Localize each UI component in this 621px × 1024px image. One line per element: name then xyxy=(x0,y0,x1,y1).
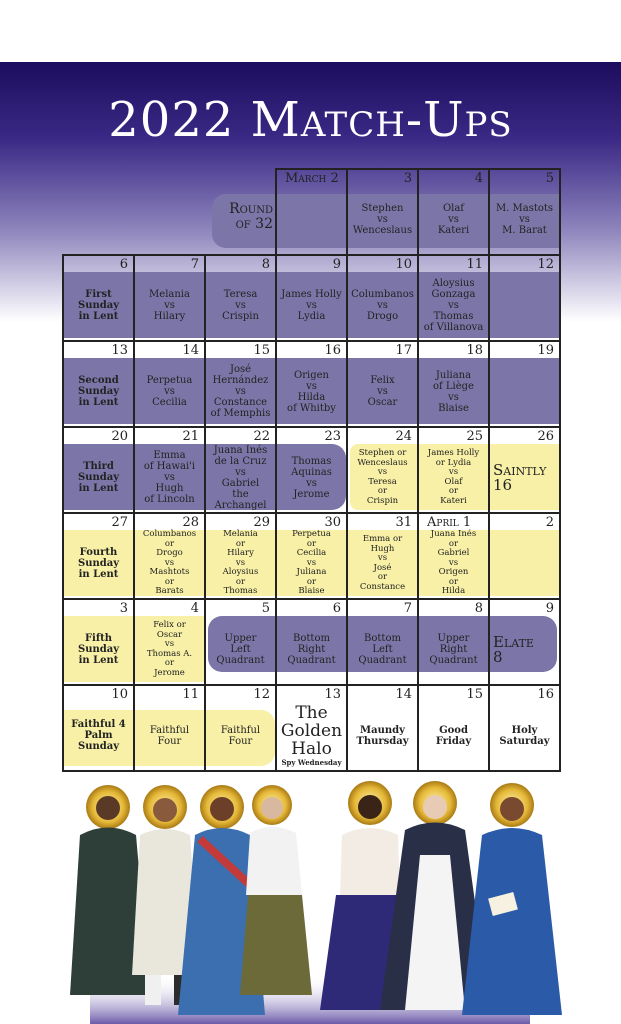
day-number: 10 xyxy=(395,257,412,272)
calendar-day xyxy=(275,254,348,342)
calendar-day xyxy=(488,684,561,772)
day-content xyxy=(422,618,485,681)
day-number: 7 xyxy=(403,601,412,616)
day-text: Emma or Hugh vs José or Constance xyxy=(359,534,406,592)
day-text: Third Sunday in Lent xyxy=(77,461,120,494)
day-content xyxy=(138,618,201,681)
day-content xyxy=(209,529,272,597)
day-content xyxy=(351,274,414,337)
calendar-day xyxy=(204,598,277,686)
day-text: First Sunday in Lent xyxy=(77,289,120,322)
day-number: 4 xyxy=(474,171,483,186)
day-number: 18 xyxy=(466,343,483,358)
day-content xyxy=(67,704,130,767)
day-content xyxy=(280,704,343,767)
day-content xyxy=(351,188,414,251)
day-content xyxy=(280,446,343,509)
day-text: Faithful 4 Palm Sunday xyxy=(71,719,126,752)
day-text: Melania vs Hilary xyxy=(149,289,190,322)
day-content xyxy=(493,618,556,681)
day-number: 15 xyxy=(466,687,483,702)
calendar-day xyxy=(417,254,490,342)
calendar-day xyxy=(133,340,206,428)
day-content xyxy=(422,274,485,337)
calendar-day xyxy=(488,168,561,256)
day-content xyxy=(280,274,343,337)
calendar-day xyxy=(417,426,490,514)
day-number: 25 xyxy=(466,429,483,444)
day-content xyxy=(351,532,414,595)
day-text: Origen vs Hilda of Whitby xyxy=(287,369,336,414)
calendar-day xyxy=(417,512,490,600)
day-number: 13 xyxy=(324,687,341,702)
day-number: 27 xyxy=(111,515,128,530)
day-content xyxy=(138,446,201,509)
calendar-day xyxy=(133,254,206,342)
day-subtext: Spy Wednesday xyxy=(281,758,342,767)
day-number: 22 xyxy=(253,429,270,444)
day-number: 13 xyxy=(111,343,128,358)
day-number: 8 xyxy=(261,257,270,272)
day-content xyxy=(67,532,130,595)
day-text: The Golden Halo xyxy=(280,703,343,759)
day-number: 4 xyxy=(190,601,199,616)
calendar-day xyxy=(417,684,490,772)
round-label: Round of 32 xyxy=(229,201,273,232)
day-text: Maundy Thursday xyxy=(356,724,409,747)
calendar-day xyxy=(62,598,135,686)
day-content xyxy=(67,618,130,681)
day-content xyxy=(422,529,485,597)
day-content xyxy=(422,360,485,423)
calendar-day xyxy=(488,254,561,342)
day-number: 3 xyxy=(403,171,412,186)
day-number: 5 xyxy=(261,601,270,616)
day-number: March 2 xyxy=(285,171,339,186)
day-number: 31 xyxy=(395,515,412,530)
day-content xyxy=(422,704,485,767)
day-number: 5 xyxy=(545,171,554,186)
day-content xyxy=(138,274,201,337)
day-text: Thomas Aquinas vs Jerome xyxy=(291,455,332,500)
calendar-day xyxy=(204,684,277,772)
day-content xyxy=(138,360,201,423)
calendar-day xyxy=(204,254,277,342)
day-text: Juana Inés or Gabriel vs Origen or Hilda xyxy=(430,529,477,597)
day-text: Stephen or Wenceslaus vs Teresa or Crispin xyxy=(357,448,408,506)
calendar-day xyxy=(488,340,561,428)
calendar-day xyxy=(275,426,348,514)
day-content xyxy=(351,704,414,767)
day-content xyxy=(67,274,130,337)
calendar-day xyxy=(346,512,419,600)
day-content xyxy=(493,446,556,509)
day-text: Bottom Right Quadrant xyxy=(287,633,336,666)
calendar-day xyxy=(275,684,348,772)
day-content xyxy=(209,274,272,337)
calendar-day xyxy=(204,340,277,428)
saints-illustration xyxy=(50,775,575,1024)
day-number: 11 xyxy=(466,257,483,272)
day-content xyxy=(209,704,272,767)
day-number: 8 xyxy=(474,601,483,616)
day-text: Elate 8 xyxy=(493,632,534,666)
day-number: 19 xyxy=(537,343,554,358)
day-text: Upper Left Quadrant xyxy=(216,633,265,666)
day-number: 12 xyxy=(537,257,554,272)
day-text: Bottom Left Quadrant xyxy=(358,633,407,666)
day-text: José Hernández vs Constance of Memphis xyxy=(210,364,271,419)
day-number: 23 xyxy=(324,429,341,444)
calendar-day xyxy=(417,340,490,428)
day-content xyxy=(280,360,343,423)
day-number: 28 xyxy=(182,515,199,530)
calendar-day xyxy=(133,512,206,600)
day-content xyxy=(280,188,343,251)
day-text: Stephen vs Wenceslaus xyxy=(352,203,413,236)
day-number: 21 xyxy=(182,429,199,444)
day-number: 17 xyxy=(395,343,412,358)
day-text: Felix or Oscar vs Thomas A. or Jerome xyxy=(146,620,193,678)
calendar-day xyxy=(62,426,135,514)
day-number: 7 xyxy=(190,257,199,272)
day-content xyxy=(280,529,343,597)
day-text: Aloysius Gonzaga vs Thomas of Villanova xyxy=(423,278,484,333)
day-number: 3 xyxy=(119,601,128,616)
calendar-day xyxy=(62,254,135,342)
day-number: 9 xyxy=(545,601,554,616)
calendar-day xyxy=(346,340,419,428)
day-content xyxy=(67,360,130,423)
day-text: M. Mastots vs M. Barat xyxy=(495,203,554,236)
day-number: 12 xyxy=(253,687,270,702)
day-text: Columbanos vs Drogo xyxy=(351,289,414,322)
calendar-day xyxy=(275,168,348,256)
day-text: Teresa vs Crispin xyxy=(222,289,259,322)
day-content xyxy=(422,446,485,509)
day-text: Fifth Sunday in Lent xyxy=(77,633,120,666)
day-number: 16 xyxy=(324,343,341,358)
calendar-day xyxy=(346,598,419,686)
day-text: Juliana of Liège vs Blaise xyxy=(433,369,474,414)
day-content xyxy=(351,618,414,681)
day-number: 29 xyxy=(253,515,270,530)
calendar-day xyxy=(346,254,419,342)
day-text: Felix vs Oscar xyxy=(367,375,398,408)
calendar-day xyxy=(62,340,135,428)
page-title: 2022 Match-Ups xyxy=(108,92,513,148)
day-text: James Holly vs Lydia xyxy=(281,289,342,322)
calendar-day xyxy=(488,512,561,600)
day-content xyxy=(209,446,272,509)
day-number: 26 xyxy=(537,429,554,444)
calendar-day xyxy=(346,168,419,256)
day-text: Holy Saturday xyxy=(499,724,550,747)
calendar-day xyxy=(346,684,419,772)
day-content xyxy=(209,360,272,423)
day-text: Columbanos or Drogo vs Mashtots or Barats xyxy=(142,529,197,597)
day-number: 24 xyxy=(395,429,412,444)
day-number: 2 xyxy=(545,515,554,530)
day-number: 20 xyxy=(111,429,128,444)
day-text: Fourth Sunday in Lent xyxy=(77,547,120,580)
calendar-day xyxy=(275,340,348,428)
day-content xyxy=(351,360,414,423)
day-number: 6 xyxy=(332,601,341,616)
calendar-day xyxy=(346,426,419,514)
calendar-day xyxy=(133,598,206,686)
day-number: 14 xyxy=(182,343,199,358)
day-text: Emma of Hawai'i vs Hugh of Lincoln xyxy=(143,450,196,505)
calendar-day xyxy=(62,684,135,772)
day-content xyxy=(493,274,556,337)
day-number: 16 xyxy=(537,687,554,702)
day-text: Good Friday xyxy=(435,724,472,747)
day-text: Faithful Four xyxy=(149,724,190,747)
day-number: 9 xyxy=(332,257,341,272)
day-number: 30 xyxy=(324,515,341,530)
day-content xyxy=(280,618,343,681)
day-content xyxy=(209,618,272,681)
calendar-day xyxy=(133,426,206,514)
day-text: Second Sunday in Lent xyxy=(77,375,120,408)
calendar-day xyxy=(275,512,348,600)
day-number: 11 xyxy=(182,687,199,702)
calendar-day xyxy=(488,426,561,514)
day-text: Upper Right Quadrant xyxy=(429,633,478,666)
calendar-day xyxy=(275,598,348,686)
calendar-day xyxy=(417,168,490,256)
day-content xyxy=(422,188,485,251)
day-text: Perpetua or Cecilia vs Juliana or Blaise xyxy=(292,529,331,597)
calendar-day xyxy=(488,598,561,686)
day-number: 10 xyxy=(111,687,128,702)
day-text: Saintly 16 xyxy=(493,460,547,494)
day-number: April 1 xyxy=(427,515,472,530)
day-content xyxy=(493,188,556,251)
day-text: James Holly or Lydia vs Olaf or Kateri xyxy=(427,448,480,506)
day-text: Perpetua vs Cecilia xyxy=(146,375,193,408)
calendar-day xyxy=(417,598,490,686)
day-text: Juana Inés de la Cruz vs Gabriel the Archangel xyxy=(213,444,268,511)
day-content xyxy=(67,446,130,509)
day-content xyxy=(138,704,201,767)
day-text: Faithful Four xyxy=(220,724,261,747)
day-number: 15 xyxy=(253,343,270,358)
calendar-day xyxy=(204,426,277,514)
day-content xyxy=(493,360,556,423)
calendar-day xyxy=(204,512,277,600)
day-text: Olaf vs Kateri xyxy=(437,203,470,236)
day-content xyxy=(493,704,556,767)
day-content xyxy=(138,529,201,597)
day-number: 14 xyxy=(395,687,412,702)
calendar-day xyxy=(133,684,206,772)
day-text: Melania or Hilary vs Aloysius or Thomas xyxy=(222,529,259,597)
day-content xyxy=(493,532,556,595)
day-number: 6 xyxy=(119,257,128,272)
calendar-day xyxy=(62,512,135,600)
day-content xyxy=(351,446,414,509)
